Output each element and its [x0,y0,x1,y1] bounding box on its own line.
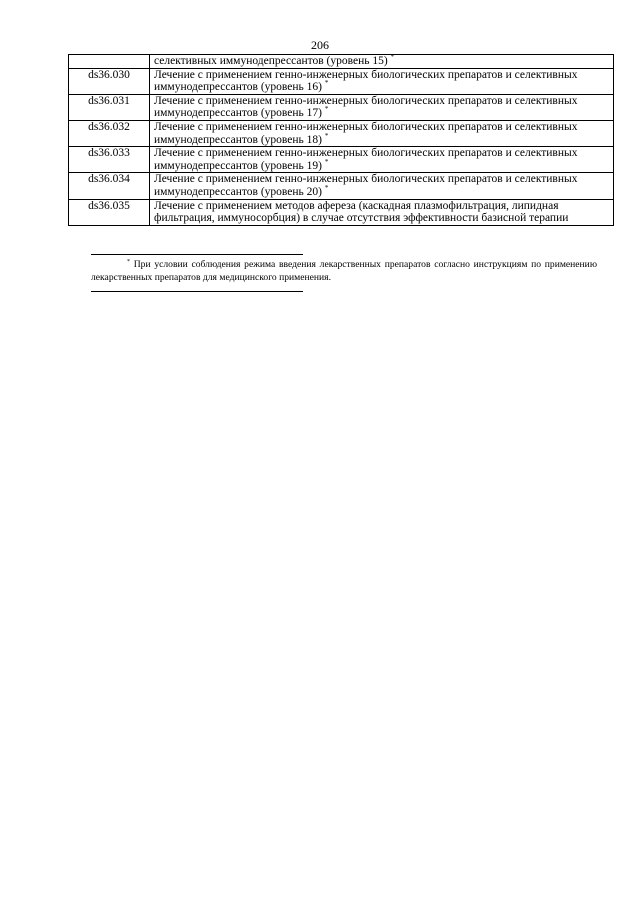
row-code: ds36.030 [69,68,150,94]
footnote [91,259,597,284]
row-description [150,173,614,199]
table-row [69,120,614,146]
row-description [150,94,614,120]
row-description [150,55,614,69]
footnote-reference: * [324,79,329,88]
footnote-separator-bottom [91,291,303,292]
page-number: 206 [311,38,329,52]
footnote-mark: * [127,258,130,265]
table-row [69,173,614,199]
row-code: ds36.032 [69,120,150,146]
row-description-text: Лечение с применением генно-инженерных биологических препаратов и селективных иммунодепрессантов (уровень 20) [154,173,578,198]
row-code: ds36.033 [69,147,150,173]
row-description [150,199,614,225]
row-code: ds36.035 [69,199,150,225]
footnote-reference: * [324,131,329,140]
row-code: ds36.034 [69,173,150,199]
table-row [69,55,614,69]
row-description [150,120,614,146]
table-row [69,94,614,120]
row-description-text: селективных иммунодепрессантов (уровень 15) [154,55,388,67]
row-code [69,55,150,69]
footnote-separator-top [91,254,303,255]
footnote-text: При условии соблюдения режима введения лекарственных препаратов согласно инструкциям по применению лекарственных препаратов для медицинского применения. [91,259,597,283]
table-row [69,199,614,225]
footnote-reference: * [390,53,395,62]
row-description-text: Лечение с применением генно-инженерных биологических препаратов и селективных иммунодепрессантов (уровень 17) [154,94,578,120]
table-row [69,147,614,173]
row-description-text: Лечение с применением методов афереза (каскадная плазмофильтрация, липидная фильтрация, иммуносорбция) в случае отсутствия эффективности базисной терапии [154,199,569,225]
footnote-reference: * [324,184,329,193]
row-description-text: Лечение с применением генно-инженерных биологических препаратов и селективных иммунодепрессантов (уровень 19) [154,147,578,172]
row-description [150,147,614,173]
row-description [150,68,614,94]
row-description-text: Лечение с применением генно-инженерных биологических препаратов и селективных иммунодепрессантов (уровень 18) [154,120,578,146]
code-table [68,54,614,226]
code-table-body [69,55,614,226]
row-description-text: Лечение с применением генно-инженерных биологических препаратов и селективных иммунодепрессантов (уровень 16) [154,68,578,94]
row-code: ds36.031 [69,94,150,120]
footnote-reference: * [324,105,329,114]
footnote-reference: * [324,157,329,166]
table-row [69,68,614,94]
